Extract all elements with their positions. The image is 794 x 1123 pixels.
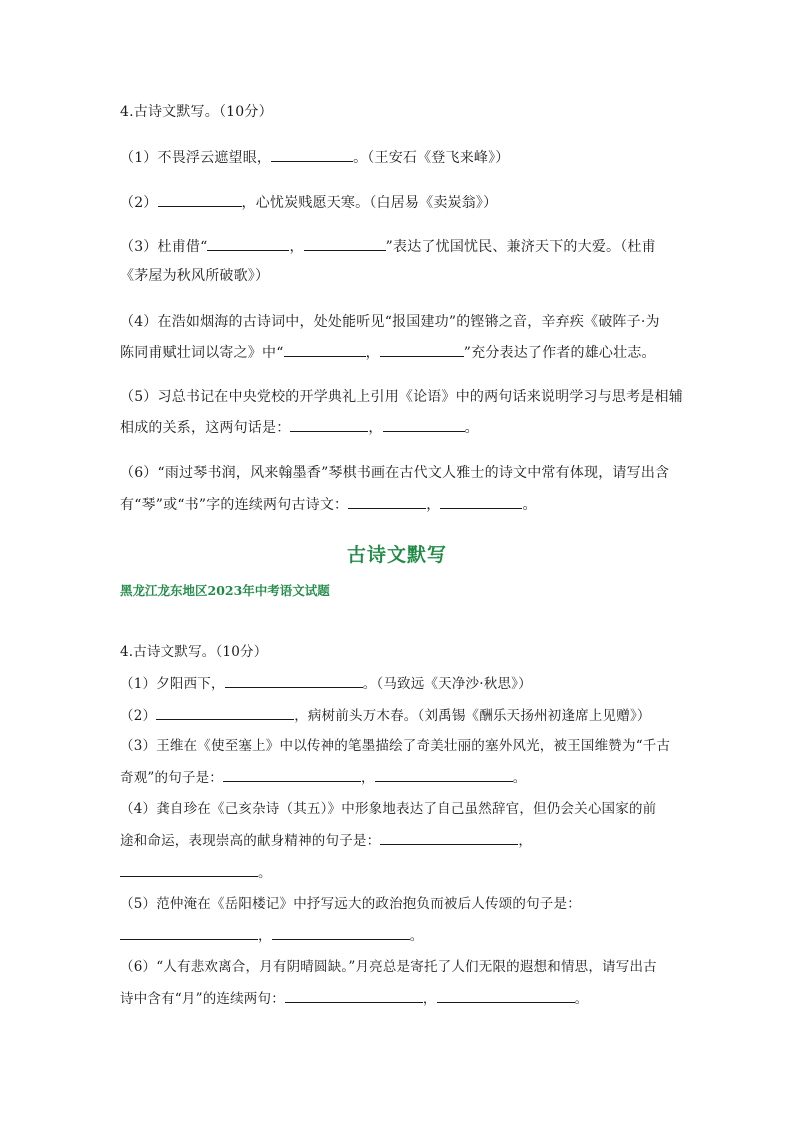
part2-question-1: （1）夕阳西下， 。（马致远《天净沙·秋思》） (120, 673, 680, 694)
part1-question-1: （1）不畏浮云遮望眼， 。（王安石《登飞来峰》） (120, 147, 680, 168)
part1-question-5-cont: 相成的关系，这两句话是： ， 。 (120, 417, 680, 438)
answer-blank[interactable] (380, 342, 464, 357)
answer-blank[interactable] (304, 236, 386, 251)
part2-question-4: （4）龚自珍在《己亥杂诗（其五）》中形象地表达了自己虽然辞官，但仍会关心国家的前 (120, 801, 657, 817)
answer-blank[interactable] (285, 988, 423, 1003)
part1-question-6-cont: 有“琴”或“书”字的连续两句古诗文： ， 。 (120, 494, 680, 515)
answer-blank[interactable] (120, 925, 258, 940)
section-subtitle: 黑龙江龙东地区2023年中考语文试题 (120, 583, 330, 598)
answer-blank[interactable] (383, 417, 465, 432)
answer-blank[interactable] (375, 767, 513, 782)
part1-question-4-cont: 陈同甫赋壮词以寄之》中“ ， ”充分表达了作者的雄心壮志。 (120, 342, 680, 363)
answer-blank[interactable] (380, 830, 518, 845)
answer-blank[interactable] (120, 862, 258, 877)
part2-heading: 4.古诗文默写。（10分） (120, 644, 268, 660)
answer-blank[interactable] (437, 988, 575, 1003)
part1-question-3-cont: 《茅屋为秋风所破歌》） (120, 268, 270, 284)
part1-question-4: （4）在浩如烟海的古诗词中，处处能听见“报国建功”的铿锵之音，辛弃疾《破阵子·为 (120, 314, 660, 330)
answer-blank[interactable] (271, 147, 353, 162)
answer-blank[interactable] (348, 494, 426, 509)
part2-question-5: （5）范仲淹在《岳阳楼记》中抒写远大的政治抱负而被后人传颂的句子是： (120, 896, 581, 912)
part2-question-4-cont2: 。 (120, 862, 680, 883)
answer-blank[interactable] (272, 925, 410, 940)
section-title: 古诗文默写 (346, 544, 447, 566)
part2-question-6: （6）“人有悲欢离合，月有阴晴圆缺。”月亮总是寄托了人们无限的遐想和情思，请写出古 (120, 959, 657, 975)
part2-question-2: （2） ，病树前头万木春。（刘禹锡《酬乐天扬州初逢席上见赠》） (120, 705, 680, 726)
part2-question-6-cont: 诗中含有“月”的连续两句： ， 。 (120, 988, 680, 1009)
part1-question-3: （3）杜甫借“ ， ”表达了忧国忧民、兼济天下的大爱。（杜甫 (120, 236, 680, 257)
answer-blank[interactable] (284, 342, 366, 357)
part2-question-3: （3）王维在《使至塞上》中以传神的笔墨描绘了奇美壮丽的塞外风光，被王国维赞为“千古 (120, 738, 671, 754)
answer-blank[interactable] (225, 673, 363, 688)
part1-question-5: （5）习总书记在中央党校的开学典礼上引用《论语》中的两句话来说明学习与思考是相辅 (120, 389, 683, 405)
answer-blank[interactable] (223, 767, 361, 782)
answer-blank[interactable] (156, 705, 294, 720)
part2-question-3-cont: 奇观”的句子是： ， 。 (120, 767, 680, 788)
part2-question-5-cont: ， 。 (120, 925, 680, 946)
answer-blank[interactable] (440, 494, 522, 509)
part1-heading: 4.古诗文默写。（10分） (120, 104, 273, 120)
part1-question-2: （2） ，心忧炭贱愿天寒。（白居易《卖炭翁》） (120, 192, 680, 213)
part1-question-6: （6）“雨过琴书润，风来翰墨香”琴棋书画在古代文人雅士的诗文中常有体现，请写出含 (120, 465, 670, 481)
part2-question-4-cont: 途和命运，表现崇高的献身精神的句子是： ， (120, 830, 680, 851)
answer-blank[interactable] (158, 192, 242, 207)
answer-blank[interactable] (207, 236, 289, 251)
answer-blank[interactable] (290, 417, 368, 432)
